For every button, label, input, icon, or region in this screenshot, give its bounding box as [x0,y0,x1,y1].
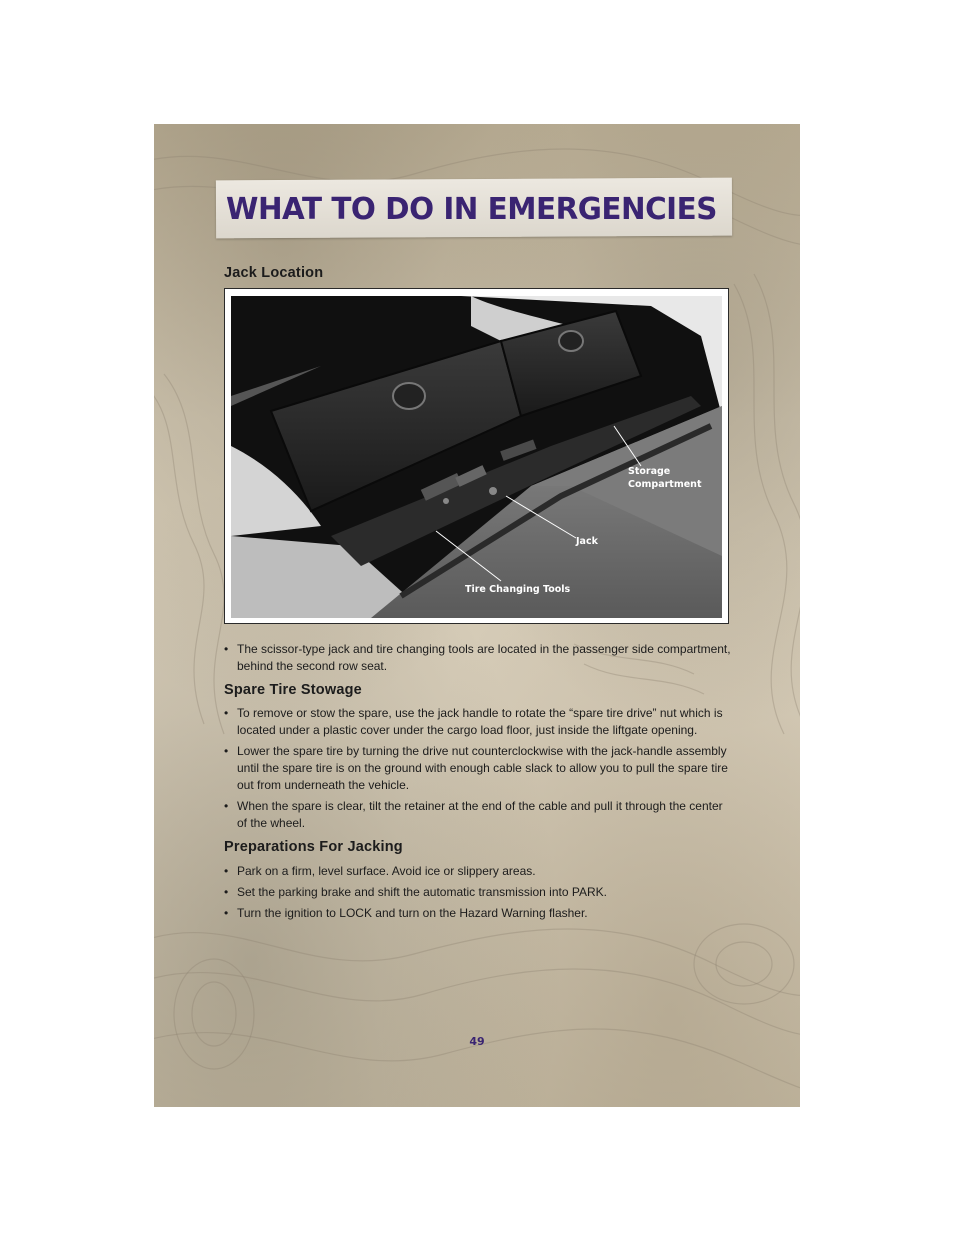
list-item: • When the spare is clear, tilt the retainer at the end of the cable and pull it through the center of the wheel. [224,798,734,832]
jacking-prep-bullets [224,863,734,926]
callout-storage-line2: Compartment [628,479,702,490]
jack-location-photo [224,288,729,624]
page-title: WHAT TO DO IN EMERGENCIES [226,192,717,227]
heading-spare-tire-stowage: Spare Tire Stowage [224,682,362,698]
list-item: • Park on a firm, level surface. Avoid ice or slippery areas. [224,863,734,880]
list-item: • Set the parking brake and shift the automatic transmission into PARK. [224,884,734,901]
list-item: • Lower the spare tire by turning the drive nut counterclockwise with the jack-handle assembly until the spare tire is on the ground with enough cable slack to allow you to pull the spare tire out from underneath the vehicle. [224,743,734,794]
callout-tire-changing-tools: Tire Changing Tools [465,584,571,595]
spare-tire-bullets [224,705,734,836]
list-item: • The scissor-type jack and tire changing tools are located in the passenger side compartment, behind the second row seat. [224,641,734,675]
manual-page [154,124,800,1107]
heading-jack-location: Jack Location [224,265,324,281]
jack-location-bullets [224,641,734,679]
list-item: • To remove or stow the spare, use the jack handle to rotate the “spare tire drive” nut which is located under a plastic cover under the cargo load floor, just inside the liftgate opening. [224,705,734,739]
list-item: • Turn the ignition to LOCK and turn on the Hazard Warning flasher. [224,905,734,922]
heading-preparations-for-jacking: Preparations For Jacking [224,839,403,855]
cargo-compartment-illustration [231,296,722,618]
callout-storage-line1: Storage [628,466,671,477]
callout-jack: Jack [576,536,598,547]
page-number: 49 [469,1035,485,1048]
